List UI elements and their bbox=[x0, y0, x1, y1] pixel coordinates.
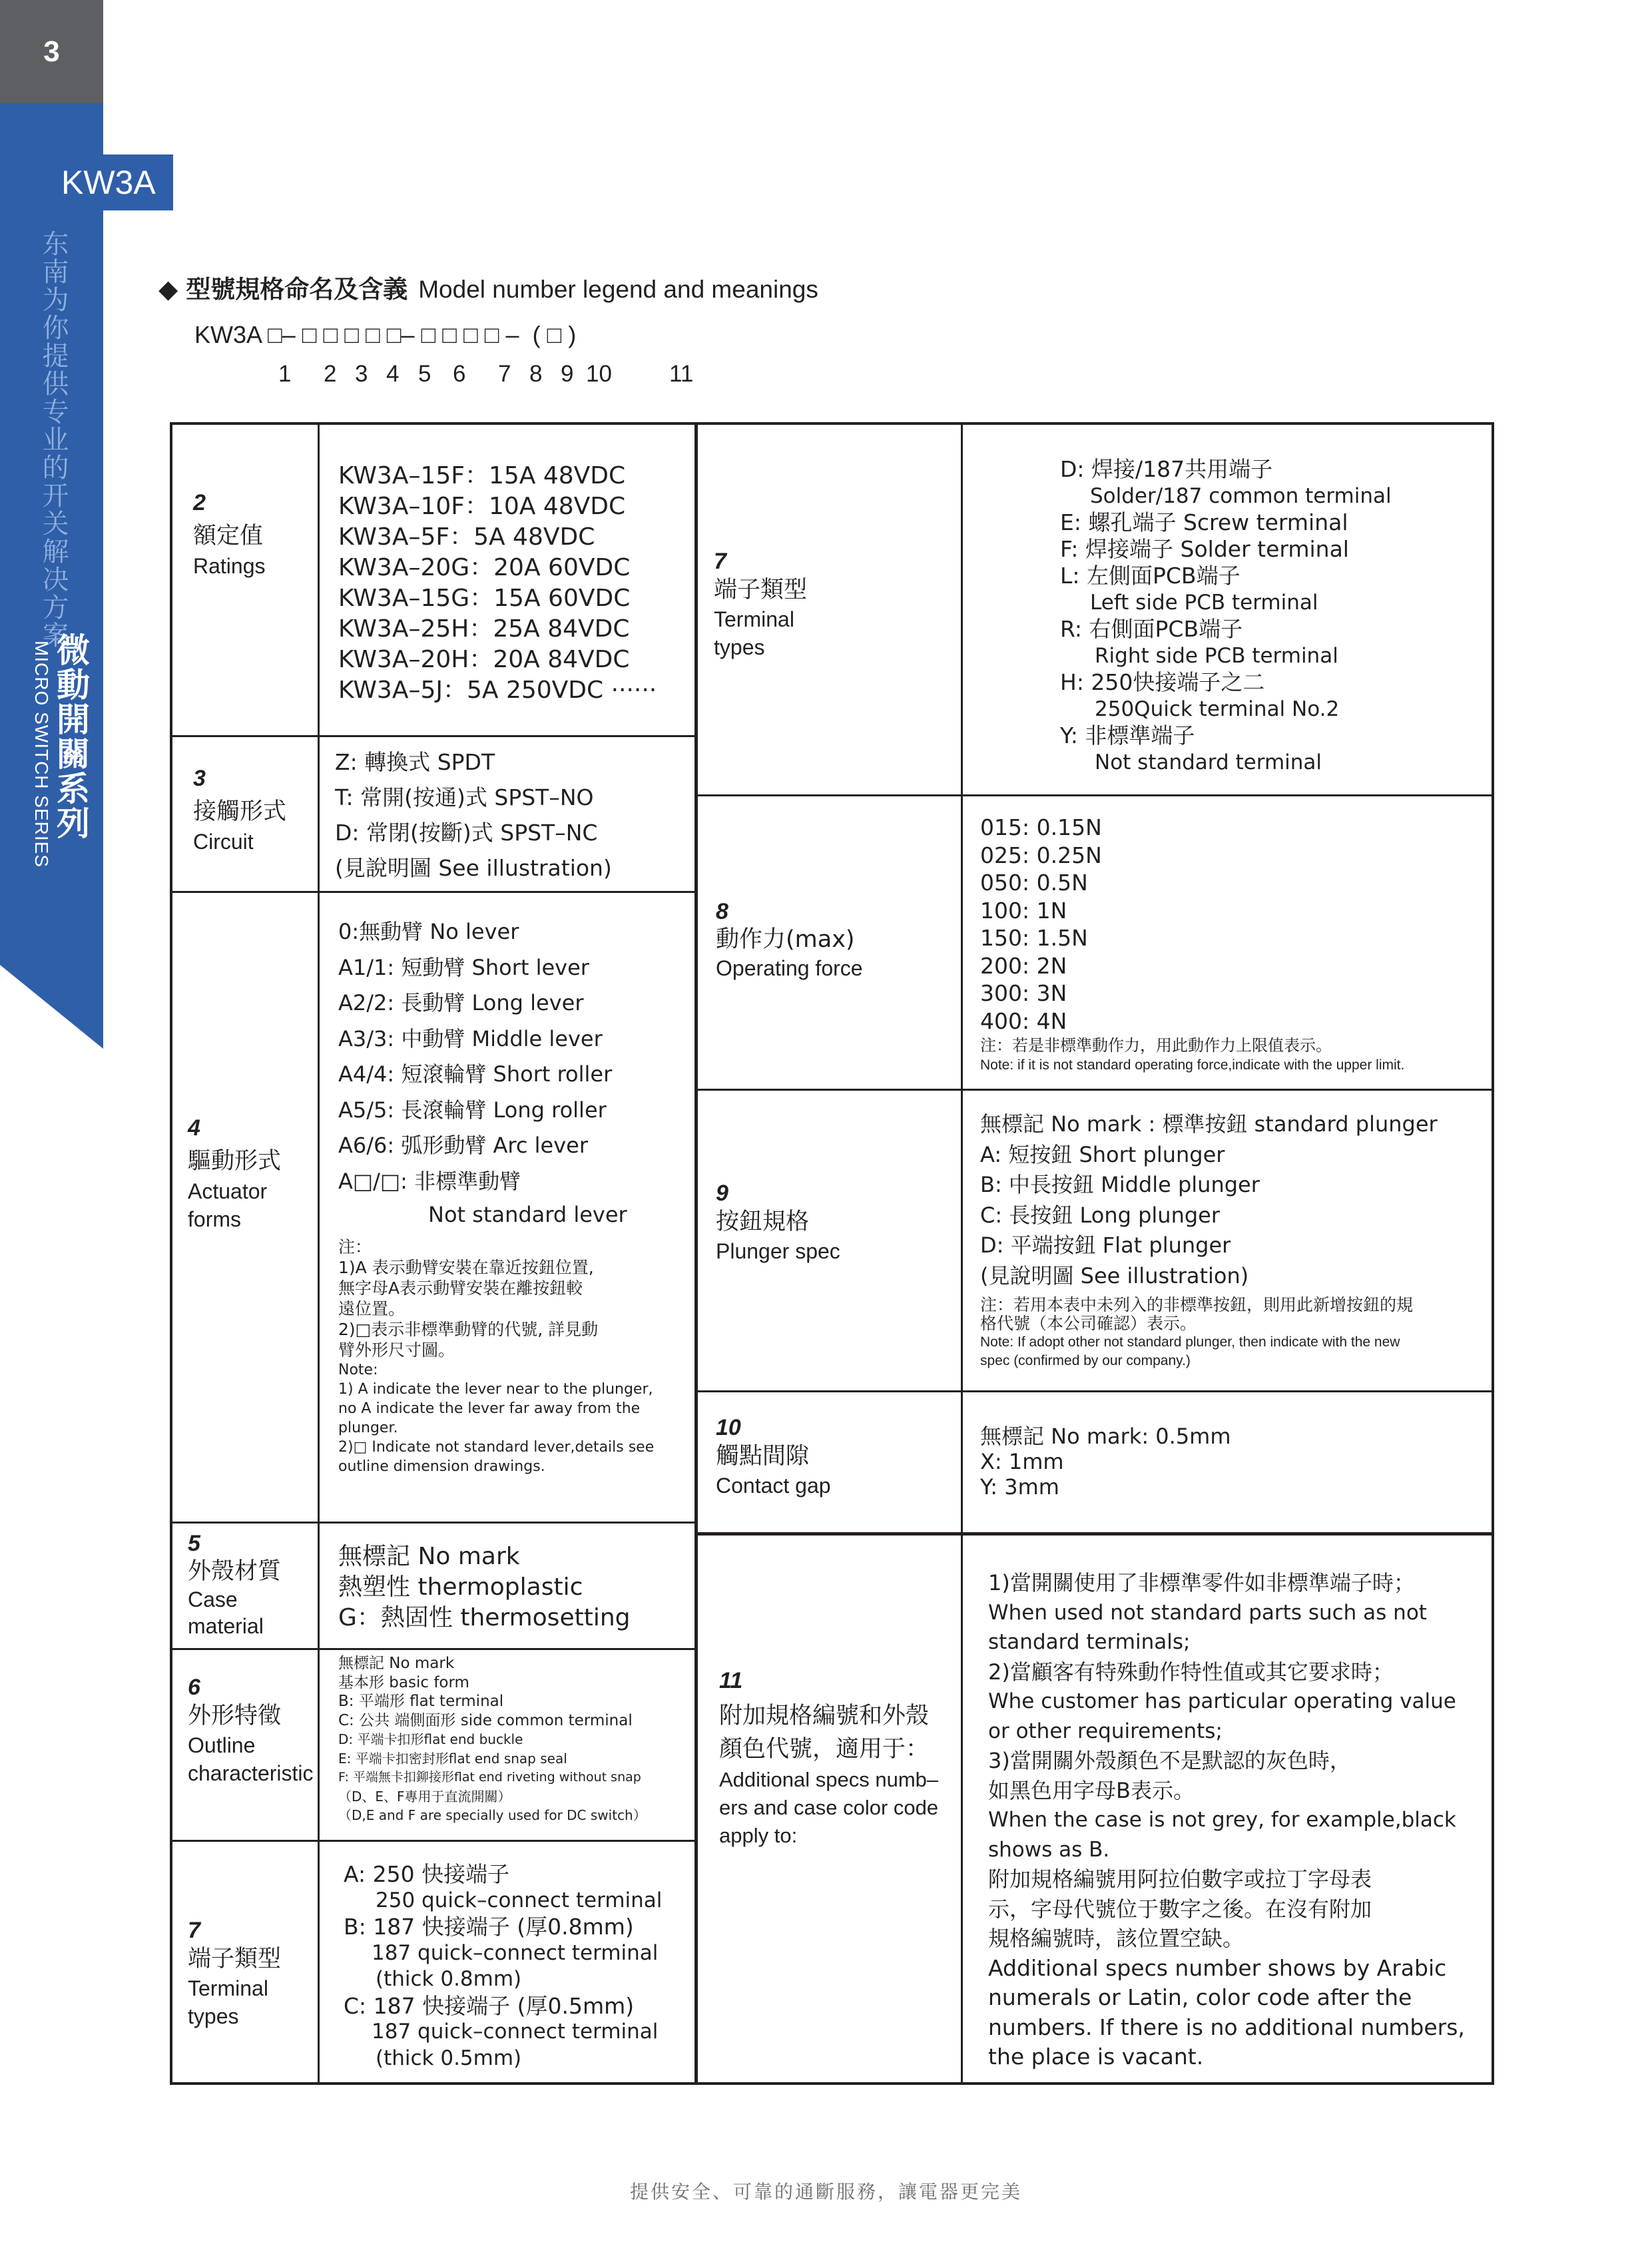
model-code: KW3A □– □ □ □ □ □– □ □ □ □ – ( □ ) bbox=[194, 321, 577, 348]
list-item: 250Quick terminal No.2 bbox=[1095, 697, 1340, 721]
list-item: numbers. If there is no additional numbers, bbox=[988, 2014, 1465, 2040]
actuator-notes: 注： 1)A 表示動臂安裝在靠近按鈕位置, 無字母A表示動臂安裝在離按鈕較 遠位置。 2)□表示非標準動臂的代號, 詳見動 臂外形尺寸圖。 Note: 1) A indicate the lever near to the plunger, no A indicate the lever far away from the plunger. 2)□ Indicate not standard lever,details see outline dimension drawings. bbox=[338, 1237, 655, 1475]
list-item: or other requirements; bbox=[988, 1719, 1223, 1743]
force-note: 注：若是非標準動作力，用此動作力上限值表示。 Note: if it is not standard operating force,indicate with the upper limit. bbox=[980, 1036, 1405, 1073]
list-item: (thick 0.8mm) bbox=[376, 1967, 522, 1991]
list-item: Additional specs number shows by Arabic bbox=[988, 1954, 1447, 1981]
list-item: (見說明圖 See illustration) bbox=[980, 1262, 1249, 1288]
case-label: 5 外殼材質 Case material bbox=[188, 1531, 282, 1638]
list-item: 基本形 basic form bbox=[338, 1673, 469, 1691]
list-item: C: 長按鈕 Long plunger bbox=[980, 1202, 1221, 1228]
list-item: F: 平端無卡扣鉚接形flat end riveting without snap bbox=[338, 1770, 641, 1785]
list-item: 250 quick–connect terminal bbox=[376, 1888, 663, 1912]
list-item: （D、E、F專用于直流開關） bbox=[338, 1788, 511, 1805]
list-item: When used not standard parts such as not bbox=[988, 1600, 1427, 1625]
digit-label: 2 bbox=[324, 361, 337, 387]
list-item: KW3A–15F：15A 48VDC bbox=[338, 462, 626, 489]
table-divider bbox=[696, 1532, 1494, 1536]
list-item: 050: 0.5N bbox=[980, 870, 1088, 896]
list-item: Left side PCB terminal bbox=[1090, 591, 1318, 615]
list-item: 400: 4N bbox=[980, 1007, 1067, 1034]
list-item: G：熱固性 thermosetting bbox=[338, 1604, 631, 1631]
list-item: Whe customer has particular operating value bbox=[988, 1689, 1456, 1713]
list-item: 無標記 No mark : 標準按鈕 standard plunger bbox=[980, 1111, 1438, 1137]
force-list bbox=[980, 814, 1102, 1035]
legend-title bbox=[158, 269, 818, 305]
plunger-label: 9 按鈕規格 Plunger spec bbox=[716, 1181, 840, 1263]
gap-label: 10 觸點間隙 Contact gap bbox=[716, 1415, 831, 1498]
list-item: standard terminals; bbox=[988, 1630, 1191, 1654]
list-item: D: 常閉(按斷)式 SPST–NC bbox=[335, 820, 598, 846]
legend-title-cn: 型號規格命名及含義 bbox=[186, 275, 408, 304]
table-divider bbox=[318, 422, 320, 2085]
gap-list bbox=[980, 1424, 1231, 1500]
list-item: B: 中長按鈕 Middle plunger bbox=[980, 1172, 1260, 1197]
list-item: KW3A–5J：5A 250VDC ······ bbox=[338, 677, 657, 704]
ratings-list bbox=[338, 461, 657, 706]
plunger-notes: 注：若用本表中未列入的非標準按鈕，則用此新增按鈕的規 格代號（本公司確認）表示。 Note: If adopt other not standard plunger, then indicate with the new spec (confirmed by our company.) bbox=[980, 1295, 1414, 1368]
list-item: the place is vacant. bbox=[988, 2044, 1204, 2070]
list-item: 1)當開關使用了非標準零件如非標準端子時； bbox=[988, 1570, 1415, 1595]
list-item: F: 焊接端子 Solder terminal bbox=[1060, 536, 1349, 562]
list-item: (見說明圖 See illustration) bbox=[335, 855, 612, 881]
list-item: KW3A–20G：20A 60VDC bbox=[338, 554, 631, 581]
series-title-cn: 微動開關系列 bbox=[51, 633, 90, 840]
list-item: KW3A–20H：20A 84VDC bbox=[338, 646, 630, 673]
table-divider bbox=[170, 1648, 696, 1650]
list-item: D: 焊接/187共用端子 bbox=[1060, 456, 1273, 482]
diamond-bullet-icon: ◆ bbox=[158, 274, 178, 304]
digit-label: 11 bbox=[669, 361, 694, 387]
list-item: 附加規格編號用阿拉伯數字或拉丁字母表 bbox=[988, 1866, 1372, 1892]
digit-label: 7 bbox=[498, 361, 511, 387]
actuator-list bbox=[338, 914, 627, 1230]
list-item: L: 左側面PCB端子 bbox=[1060, 563, 1240, 589]
list-item: 規格編號時，該位置空缺。 bbox=[988, 1926, 1244, 1951]
list-item: 無標記 No mark bbox=[338, 1543, 520, 1570]
outline-list bbox=[338, 1654, 647, 1825]
additional-list bbox=[988, 1568, 1465, 2072]
terminal-left-label: 7 端子類型 Terminal types bbox=[188, 1918, 282, 2028]
list-item: 無標記 No mark: 0.5mm bbox=[980, 1424, 1231, 1449]
table-divider bbox=[696, 1390, 1494, 1392]
list-item: C: 公共 端側面形 side common terminal bbox=[338, 1711, 633, 1729]
list-item: numerals or Latin, color code after the bbox=[988, 1984, 1412, 2010]
list-item: 025: 0.25N bbox=[980, 842, 1102, 868]
page-number: 3 bbox=[0, 0, 103, 103]
terminal-right-list bbox=[1060, 456, 1392, 776]
list-item: 0:無動臂 No lever bbox=[338, 919, 519, 944]
list-item: A1/1: 短動臂 Short lever bbox=[338, 954, 589, 980]
list-item: 150: 1.5N bbox=[980, 925, 1088, 951]
list-item: X: 1mm bbox=[980, 1449, 1064, 1474]
digit-label: 6 bbox=[453, 361, 466, 387]
list-item: A4/4: 短滾輪臂 Short roller bbox=[338, 1061, 613, 1087]
list-item: E: 平端卡扣密封形flat end snap seal bbox=[338, 1750, 567, 1767]
terminal-left-list bbox=[344, 1861, 662, 2072]
ratings-label: 2 額定值 Ratings bbox=[193, 490, 266, 578]
table-divider bbox=[694, 422, 698, 2085]
outline-label: 6 外形特徵 Outline characteristic bbox=[188, 1675, 314, 1785]
list-item: 200: 2N bbox=[980, 952, 1067, 979]
list-item: (thick 0.5mm) bbox=[376, 2046, 522, 2070]
list-item: D: 平端按鈕 Flat plunger bbox=[980, 1233, 1231, 1258]
list-item: A6/6: 弧形動臂 Arc lever bbox=[338, 1133, 588, 1158]
table-divider bbox=[170, 1840, 696, 1842]
list-item: T: 常開(按通)式 SPST–NO bbox=[335, 784, 594, 810]
list-item: A: 250 快接端子 bbox=[344, 1861, 510, 1887]
list-item: When the case is not grey, for example,black bbox=[988, 1808, 1456, 1832]
list-item: B: 187 快接端子 (厚0.8mm) bbox=[344, 1914, 634, 1940]
additional-label: 11 附加規格編號和外殼 顏色代號，適用于： Additional specs numb– ers and case color code apply to: bbox=[719, 1668, 939, 1847]
table-divider bbox=[696, 794, 1494, 796]
legend-title-en: Model number legend and meanings bbox=[418, 276, 818, 303]
list-item: Y: 非標準端子 bbox=[1060, 722, 1195, 748]
series-tab: KW3A bbox=[0, 154, 173, 210]
list-item: A3/3: 中動臂 Middle lever bbox=[338, 1025, 603, 1051]
circuit-label: 3 接觸形式 Circuit bbox=[193, 766, 287, 854]
list-item: R: 右側面PCB端子 bbox=[1060, 616, 1243, 642]
list-item: A5/5: 長滾輪臂 Long roller bbox=[338, 1097, 607, 1123]
list-item: 3)當開關外殼顏色不是默認的灰色時， bbox=[988, 1748, 1351, 1773]
list-item: 015: 0.15N bbox=[980, 814, 1102, 840]
list-item: 熱塑性 thermoplastic bbox=[338, 1573, 583, 1601]
list-item: Not standard lever bbox=[428, 1202, 627, 1227]
list-item: 2)當顧客有特殊動作特性值或其它要求時； bbox=[988, 1659, 1394, 1685]
list-item: A2/2: 長動臂 Long lever bbox=[338, 990, 584, 1015]
plunger-list bbox=[980, 1109, 1438, 1291]
slogan-vertical: 东南为你提供专业的开关解决方案 bbox=[38, 230, 69, 649]
case-list bbox=[338, 1541, 631, 1633]
list-item: KW3A–5F：5A 48VDC bbox=[338, 523, 595, 551]
force-label: 8 動作力(max) Operating force bbox=[716, 899, 863, 980]
list-item: 187 quick–connect terminal bbox=[372, 1940, 659, 1965]
list-item: B: 平端形 flat terminal bbox=[338, 1693, 504, 1710]
list-item: 100: 1N bbox=[980, 897, 1067, 924]
table-divider bbox=[170, 891, 696, 893]
digit-label: 3 bbox=[355, 361, 368, 387]
list-item: D: 平端卡扣形flat end buckle bbox=[338, 1731, 523, 1747]
list-item: 無標記 No mark bbox=[338, 1655, 455, 1672]
series-title-en: MICRO SWITCH SERIES bbox=[31, 641, 52, 868]
table-divider bbox=[170, 735, 696, 737]
digit-label: 5 bbox=[418, 361, 431, 387]
list-item: Z: 轉換式 SPDT bbox=[335, 749, 495, 775]
digit-label: 1 bbox=[278, 361, 292, 387]
terminal-right-label: 7 端子類型 Terminal types bbox=[714, 549, 808, 659]
list-item: 如黑色用字母B表示。 bbox=[988, 1777, 1195, 1803]
list-item: shows as B. bbox=[988, 1837, 1110, 1862]
list-item: A: 短按鈕 Short plunger bbox=[980, 1141, 1225, 1167]
list-item: KW3A–25H：25A 84VDC bbox=[338, 615, 630, 643]
table-divider bbox=[170, 1522, 696, 1524]
actuator-label: 4 驅動形式 Actuator forms bbox=[188, 1115, 282, 1231]
list-item: 187 quick–connect terminal bbox=[372, 2020, 659, 2044]
digit-label: 4 bbox=[386, 361, 400, 387]
list-item: C: 187 快接端子 (厚0.5mm) bbox=[344, 1992, 635, 2019]
footer-slogan: 提供安全、可靠的通斷服務，讓電器更完美 bbox=[629, 2181, 1022, 2203]
list-item: E: 螺孔端子 Screw terminal bbox=[1060, 509, 1348, 535]
list-item: （D,E and F are specially used for DC switch） bbox=[338, 1807, 647, 1823]
list-item: 300: 3N bbox=[980, 980, 1067, 1006]
circuit-list bbox=[335, 744, 612, 886]
table-divider bbox=[696, 1089, 1494, 1091]
list-item: KW3A–10F：10A 48VDC bbox=[338, 493, 626, 520]
list-item: Y: 3mm bbox=[980, 1474, 1059, 1500]
list-item: A□/□: 非標準動臂 bbox=[338, 1168, 521, 1194]
list-item: Not standard terminal bbox=[1095, 750, 1322, 774]
list-item: KW3A–15G：15A 60VDC bbox=[338, 585, 631, 612]
list-item: 示，字母代號位于數字之後。在沒有附加 bbox=[988, 1896, 1372, 1922]
digit-label: 9 bbox=[561, 361, 574, 387]
list-item: H: 250快接端子之二 bbox=[1060, 669, 1265, 695]
digit-label: 8 bbox=[529, 361, 543, 387]
list-item: Right side PCB terminal bbox=[1095, 644, 1338, 668]
digit-label: 10 bbox=[586, 361, 612, 387]
list-item: Solder/187 common terminal bbox=[1090, 484, 1392, 508]
table-divider bbox=[961, 422, 963, 2085]
